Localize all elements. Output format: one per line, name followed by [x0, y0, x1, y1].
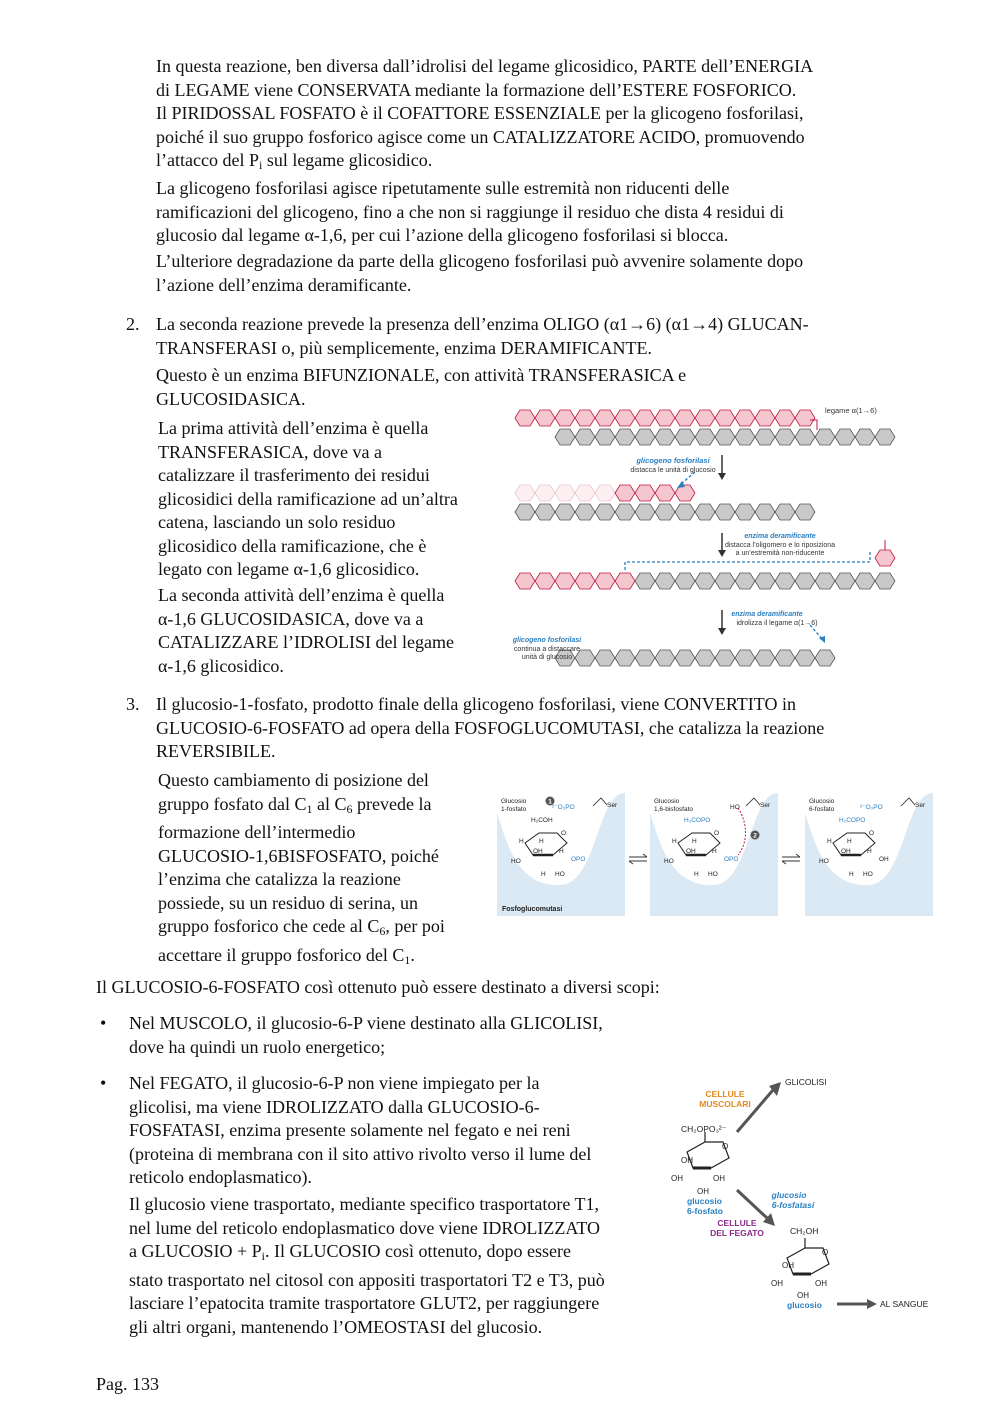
label-legame: legame α(1→6) [825, 406, 877, 415]
cellule-fegato-label-2: DEL FEGATO [710, 1228, 764, 1238]
text-line: FOSFATASI, enzima presente solamente nel fegato e nei reni [129, 1120, 571, 1140]
glucose-residue [695, 573, 715, 589]
text-line [156, 149, 916, 178]
glucose-residue [775, 410, 795, 426]
glucose-residue [635, 573, 655, 589]
glucose-residue [595, 485, 615, 501]
arrow-to-liver [737, 1190, 767, 1218]
arrow-head [718, 628, 726, 635]
intro-paragraph-3 [156, 250, 916, 297]
text-fragment: . Il GLUCOSIO così ottenuto, dopo essere [265, 1241, 571, 1261]
glucose-residue [655, 504, 675, 520]
c1-group: OPO [571, 856, 586, 863]
serine-label: Ser [607, 802, 618, 809]
subscript: 1 [306, 801, 313, 816]
panel-label: 6-fosfato [809, 806, 835, 813]
enzyme-label-2: 6-fosfatasi [771, 1200, 815, 1210]
glucose-residue [595, 429, 615, 445]
glucose-residue [875, 429, 895, 445]
h-label: H [849, 871, 854, 878]
ch2oh-label: CH₂OH [790, 1226, 819, 1236]
glucosio-label: glucosio [787, 1300, 822, 1310]
glucose-residue [715, 429, 735, 445]
item2-heading [156, 313, 916, 360]
text-fragment: prevede la [352, 793, 432, 814]
glucose-residue [655, 573, 675, 589]
text-line: lasciare l’epatocita tramite trasportatore GLUT2, per raggiungere [129, 1293, 600, 1313]
bullet-symbol: • [100, 1073, 107, 1093]
glucose-residue [575, 485, 595, 501]
label-ed2-title: enzima deramificante [731, 611, 803, 618]
h-label: H [692, 838, 697, 845]
arrow-head [867, 1299, 877, 1309]
text-line: poiché il suo gruppo fosforico agisce come un CATALIZZATORE ACIDO, promuovendo [156, 126, 805, 147]
glucose-residue [875, 573, 895, 589]
h-label: H [519, 838, 524, 845]
h-label: H [712, 848, 717, 855]
glucose-residue [535, 485, 555, 501]
glucose-residue [535, 410, 555, 426]
glucose-residue [715, 504, 735, 520]
item2-glucosidase-paragraph [158, 584, 503, 678]
glucose-residue [655, 429, 675, 445]
intro-paragraph-1 [156, 55, 916, 178]
ring-o: O [561, 830, 567, 837]
c1-group: OH [879, 856, 889, 863]
glucose-residue [615, 504, 635, 520]
glucose-residue [515, 410, 535, 426]
ch2opo3-label: CH₂OPO₃²⁻ [681, 1124, 727, 1134]
glucose-residue [755, 410, 775, 426]
glucose-residue [795, 650, 815, 666]
oh-label: OH [671, 1174, 683, 1183]
glucose-residue [835, 573, 855, 589]
glucose-residue [595, 410, 615, 426]
text-fragment: accettare il gruppo fosforico del C [158, 944, 405, 965]
text-line: Nel MUSCOLO, il glucosio-6-P viene destinato alla GLICOLISI, [129, 1013, 603, 1033]
g6p-fate-figure [665, 1072, 935, 1317]
panel-label: Glucosio [654, 798, 680, 805]
glucose-residue [795, 504, 815, 520]
glucose-residue [635, 485, 655, 501]
debranching-figure [505, 400, 910, 670]
cellule-muscolari-label-1: CELLULE [705, 1089, 745, 1099]
intro-paragraph-2 [156, 177, 916, 248]
glicolisi-label: GLICOLISI [785, 1077, 827, 1087]
text-line: GLUCOSIO-1,6BISFOSFATO, poiché [158, 845, 439, 866]
glucose-residue [735, 504, 755, 520]
text-line: glicolisi, ma viene IDROLIZZATO dalla GLUCOSIO-6- [129, 1096, 540, 1117]
glucose-residue [835, 429, 855, 445]
glucose-residue [535, 573, 555, 589]
text-line: possiede, su un residuo di serina, un [158, 892, 418, 913]
glucose-residue [715, 410, 735, 426]
glucose-residue [735, 429, 755, 445]
glucose-residue [695, 410, 715, 426]
text-line [158, 793, 488, 822]
text-line [158, 915, 488, 944]
text-line: Questo cambiamento di posizione del [158, 770, 429, 790]
oh-label: OH [841, 848, 851, 855]
text-line: La prima attività dell’enzima è quella [158, 418, 429, 438]
text-fragment: , per poi [385, 916, 445, 936]
c6-group: H₂COPO [839, 817, 866, 824]
text-fragment: gruppo fosfato dal C [158, 793, 307, 814]
g6p-intro: Il GLUCOSIO-6-FOSFATO così ottenuto può essere destinato a diversi scopi: [96, 977, 660, 997]
ring-o: O [822, 1248, 829, 1257]
panel-label: 1-fosfato [501, 806, 527, 813]
phosphate-label: ²⁻O₃PO [860, 804, 883, 811]
glucose-residue [735, 573, 755, 589]
glucose-residue [575, 504, 595, 520]
text-line: dove ha quindi un ruolo energetico; [129, 1036, 386, 1057]
text-line: catalizzare il trasferimento dei residui [158, 465, 430, 485]
page-number: Pag. 133 [96, 1374, 159, 1394]
text-line: Il PIRIDOSSAL FOSFATO è il COFATTORE ESSENZIALE per la glicogeno fosforilasi, [156, 103, 804, 123]
glucose-residue [775, 504, 795, 520]
label-gf2-desc2: unità di glucosio [521, 654, 573, 661]
glucose-residue [755, 573, 775, 589]
h-label: H [827, 838, 832, 845]
text-line: l’enzima che catalizza la reazione [158, 869, 401, 889]
glucose-residue [595, 573, 615, 589]
text-line: formazione dell’intermedio [158, 822, 356, 842]
text-line: glicosidico della ramificazione, che è [158, 535, 427, 556]
ring-o: O [714, 830, 720, 837]
h-label: H [847, 838, 852, 845]
ho-label: HO [730, 804, 740, 811]
g6p-label-2: 6-fosfato [687, 1206, 723, 1216]
text-line: REVERSIBILE. [156, 741, 276, 761]
cellule-fegato-label-1: CELLULE [717, 1218, 757, 1228]
text-line: α-1,6 GLUCOSIDASICA, dove va a [158, 608, 424, 629]
glucose-residue [755, 504, 775, 520]
glucose-residue [815, 650, 835, 666]
text-line: TRANSFERASICA, dove va a [158, 441, 382, 462]
item3-heading [156, 693, 946, 764]
item3-paragraph [158, 769, 488, 972]
glucose-residue [875, 550, 895, 566]
phosphate-label: ²⁻O₃PO [552, 804, 575, 811]
text-line [129, 1240, 674, 1269]
glucose-residue [775, 650, 795, 666]
label-ed1-desc2: a un’estremità non-riducente [735, 550, 825, 557]
arrow-head [718, 550, 726, 557]
glucose-residue [615, 429, 635, 445]
glucose-residue [775, 429, 795, 445]
glucose-residue [575, 573, 595, 589]
h-label: H [539, 838, 544, 845]
arrow-head [718, 473, 726, 480]
text-line: GLUCOSIO-6-FOSFATO ad opera della FOSFOGLUCOMUTASI, che catalizza la reazione [156, 717, 825, 738]
ho-label: HO [511, 858, 521, 865]
text-line: gli altri organi, mantenendo l’OMEOSTASI del glucosio. [129, 1316, 543, 1337]
glucose-residue [615, 650, 635, 666]
oh-label: OH [771, 1279, 783, 1288]
glucose-residue [655, 410, 675, 426]
subscript: i [258, 158, 263, 172]
glucose-residue [515, 485, 535, 501]
glucose-residue [695, 650, 715, 666]
glucose-residue [675, 573, 695, 589]
glucose-residue [755, 650, 775, 666]
panel-label: Glucosio [501, 798, 527, 805]
label-ed2-desc: idrolizza il legame α(1→6) [736, 620, 818, 627]
text-fragment: gruppo fosforico che cede al C [158, 916, 380, 936]
text-fragment: sul legame glicosidico. [262, 150, 433, 170]
h-label: H [867, 848, 872, 855]
glucose-residue [595, 650, 615, 666]
text-line: Il glucosio viene trasportato, mediante specifico trasportatore T1, [129, 1194, 600, 1214]
oh-label: OH [533, 848, 543, 855]
step-number: 1 [548, 798, 552, 806]
text-fragment: a GLUCOSIO + P [129, 1241, 262, 1261]
h-label: H [694, 871, 699, 878]
ho-label: HO [555, 871, 565, 878]
glucose-residue [515, 573, 535, 589]
label-gf2-title: glicogeno fosforilasi [512, 637, 582, 644]
text-line: La seconda reazione prevede la presenza dell’enzima OLIGO (α1→6) (α1→4) GLUCAN- [156, 314, 809, 334]
text-line: L’ulteriore degradazione da parte della glicogeno fosforilasi può avvenire solamente dopo [156, 251, 804, 271]
serine-label: Ser [915, 802, 926, 809]
text-line: nel lume del reticolo endoplasmatico dove viene IDROLIZZATO [129, 1217, 601, 1238]
glucose-residue [535, 504, 555, 520]
glucose-residue [675, 504, 695, 520]
text-line: l’azione dell’enzima deramificante. [156, 274, 412, 295]
text-line: reticolo endoplasmatico). [129, 1167, 312, 1187]
glucose-residue [715, 650, 735, 666]
glucose-residue [795, 573, 815, 589]
bullet-muscolo [129, 1012, 689, 1059]
ring-o: O [722, 1142, 729, 1151]
c6-group: H₂COPO [684, 817, 711, 824]
glucose-residue [855, 429, 875, 445]
glucose-residue [795, 410, 815, 426]
text-line: stato trasportato nel citosol con appositi trasportatori T2 e T3, può [129, 1269, 605, 1290]
g6p-label-1: glucosio [687, 1196, 722, 1206]
text-line: ramificazioni del glicogeno, fino a che non si raggiunge il residuo che dista 4 residui di [156, 201, 784, 222]
al-sangue-label: AL SANGUE [880, 1299, 929, 1309]
text-line: Nel FEGATO, il glucosio-6-P non viene impiegato per la [129, 1073, 540, 1093]
glucose-residue [595, 504, 615, 520]
glucose-residue [695, 429, 715, 445]
glucose-residue [615, 410, 635, 426]
text-fragment: . [410, 944, 415, 965]
glucose-residue [715, 573, 735, 589]
text-line: GLUCOSIDASICA. [156, 388, 306, 409]
ho-label: HO [708, 871, 718, 878]
enzyme-label-1: glucosio [771, 1190, 807, 1200]
glucose-residue [655, 485, 675, 501]
enzyme-label: Fosfoglucomutasi [502, 906, 563, 913]
bullet-symbol: • [100, 1013, 107, 1033]
oh-label: OH [815, 1279, 827, 1288]
glucose-residue [555, 504, 575, 520]
ho-label: HO [819, 858, 829, 865]
oh-label: OH [686, 848, 696, 855]
text-line: Questo è un enzima BIFUNZIONALE, con attività TRANSFERASICA e [156, 365, 687, 385]
text-line: TRANSFERASI o, più semplicemente, enzima DERAMIFICANTE. [156, 337, 652, 358]
oh-label: OH [681, 1156, 693, 1165]
c1-group: OPO [724, 856, 739, 863]
c6-group: H₂COH [531, 817, 553, 824]
label-gf2-desc1: continua a distaccare [513, 646, 581, 653]
glucose-residue [575, 429, 595, 445]
glucose-residue [795, 429, 815, 445]
label-gf1-title: glicogeno fosforilasi [636, 456, 710, 465]
label-ed1-title: enzima deramificante [744, 533, 816, 540]
glucose-residue [555, 573, 575, 589]
h-label: H [559, 848, 564, 855]
text-line: In questa reazione, ben diversa dall’idrolisi del legame glicosidico, PARTE dell’ENERGIA [156, 56, 814, 76]
list-number-3: 3. [126, 694, 140, 714]
glucose-residue [555, 485, 575, 501]
glucose-residue [575, 410, 595, 426]
text-line: di LEGAME viene CONSERVATA mediante la formazione dell’ESTERE FOSFORICO. [156, 79, 797, 100]
label-ed1-desc1: distacca l’oligomero e lo riposiziona [724, 542, 836, 549]
panel-label: Glucosio [809, 798, 835, 805]
step-number: 2 [753, 832, 757, 840]
text-line: (proteina di membrana con il sito attivo rivolto verso il lume del [129, 1143, 592, 1164]
glucose-residue [815, 573, 835, 589]
text-fragment: al C [312, 793, 347, 814]
subscript: 6 [346, 801, 353, 816]
oh-label: OH [797, 1291, 809, 1300]
text-fragment: l’attacco del P [156, 150, 259, 170]
text-line: La seconda attività dell’enzima è quella [158, 585, 445, 605]
oh-label: OH [697, 1187, 709, 1196]
oh-label: OH [713, 1174, 725, 1183]
h-label: H [541, 871, 546, 878]
bullet-fegato [129, 1072, 669, 1190]
bullet-fegato-paragraph-2 [129, 1193, 674, 1339]
glucose-residue [655, 650, 675, 666]
panel-label: 1,6-bisfosfato [654, 806, 694, 813]
subscript: i [261, 1249, 265, 1263]
glucose-residue [635, 650, 655, 666]
serine-label: Ser [760, 802, 771, 809]
h-label: H [672, 838, 677, 845]
label-gf1-desc: distacca le unità di glucosio [630, 467, 716, 474]
glucose-residue [635, 410, 655, 426]
glucose-residue [555, 410, 575, 426]
text-line: legato con legame α-1,6 glicosidico. [158, 559, 420, 579]
list-number-2: 2. [126, 314, 140, 334]
text-line: α-1,6 glicosidico. [158, 655, 284, 676]
subscript: 6 [379, 924, 386, 938]
glucose-residue [775, 573, 795, 589]
glucose-residue [615, 485, 635, 501]
text-line: glicosidici della ramificazione ad un’altra [158, 488, 458, 509]
ring-o: O [869, 830, 875, 837]
glucose-residue [515, 504, 535, 520]
text-line: catena, lasciando un solo residuo [158, 512, 396, 532]
glucose-residue [675, 650, 695, 666]
text-line [158, 944, 488, 973]
ho-label: HO [664, 858, 674, 865]
glucose-residue [635, 504, 655, 520]
item2-transferase-paragraph [158, 417, 503, 582]
text-line: Il glucosio-1-fosfato, prodotto finale della glicogeno fosforilasi, viene CONVERTITO in [156, 694, 796, 714]
glucose-residue [735, 410, 755, 426]
glucose-residue [855, 573, 875, 589]
glucose-residue [815, 429, 835, 445]
glucose-residue [755, 429, 775, 445]
glucose-residue [615, 573, 635, 589]
oh-label: OH [782, 1261, 794, 1270]
glucose-residue [675, 429, 695, 445]
text-line: La glicogeno fosforilasi agisce ripetutamente sulle estremità non riducenti delle [156, 178, 730, 198]
glucose-residue [695, 504, 715, 520]
glucose-residue [675, 410, 695, 426]
phosphoglucomutase-figure [497, 783, 934, 916]
cellule-muscolari-label-2: MUSCOLARI [699, 1099, 751, 1109]
text-line: glucosio dal legame α-1,6, per cui l’azione della glicogeno fosforilasi si blocca. [156, 225, 729, 245]
text-line: CATALIZZARE l’IDROLISI del legame [158, 632, 454, 652]
glucose-residue [635, 429, 655, 445]
subscript: 1 [404, 952, 411, 967]
ho-label: HO [863, 871, 873, 878]
glucose-residue [735, 650, 755, 666]
glucose-residue [555, 429, 575, 445]
